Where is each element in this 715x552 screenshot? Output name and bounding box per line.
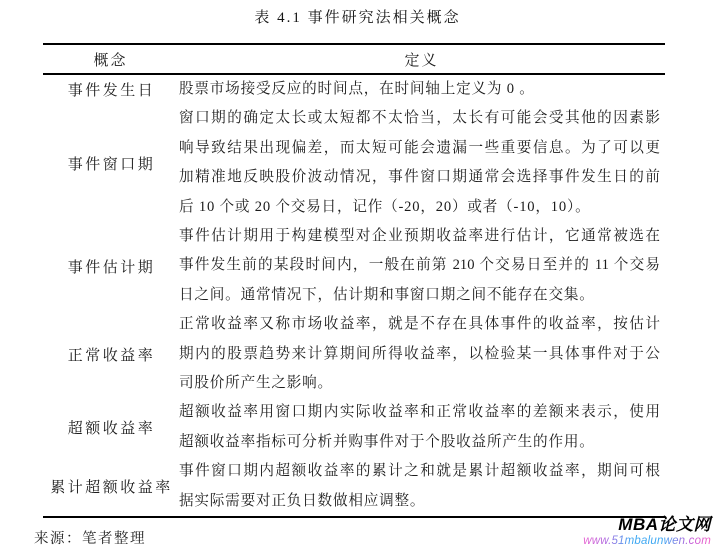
definition-line: 正常收益率又称市场收益率，就是不存在具体事件的收益率，按估计 [179, 316, 660, 333]
definition-line: 据实际需要对正负日数做相应调整。 [179, 492, 426, 509]
definition-line: 超额收益率用窗口期内实际收益率和正常收益率的差额来表示，使用 [179, 404, 660, 421]
definition-line: 超额收益率指标可分析并购事件对于个股收益所产生的作用。 [179, 433, 595, 450]
definition-line: 响导致结果出现偏差，而太短可能会遗漏一些重要信息。为了可以更 [179, 139, 660, 156]
table-row [43, 104, 665, 222]
watermark [583, 516, 711, 547]
table-title: 表 4.1 事件研究法相关概念 [254, 10, 461, 26]
definition-cell [178, 310, 665, 398]
concept-cell: 累计超额收益率 [50, 480, 173, 497]
definition-cell [178, 75, 665, 104]
definition-cell [178, 457, 665, 516]
table-header-row [43, 45, 665, 75]
table-row [43, 398, 665, 457]
concept-cell: 事件发生日 [67, 83, 156, 100]
definition-line: 期内的股票趋势来计算期间所得收益率，以检验某一具体事件对于公 [179, 345, 660, 362]
definition-line: 事件估计期用于构建模型对企业预期收益率进行估计，它通常被选在 [179, 228, 660, 245]
definition-line: 股票市场接受反应的时间点，在时间轴上定义为 0 。 [179, 81, 535, 97]
header-cell-concept: 概念 [93, 52, 128, 69]
table-row [43, 457, 665, 516]
watermark-brand-logo: MBA论文网 [618, 515, 711, 534]
definition-line: 事件窗口期内超额收益率的累计之和就是累计超额收益率，期间可根 [179, 463, 660, 480]
concept-definition-table [43, 43, 665, 518]
definition-line: 司股价所产生之影响。 [179, 375, 333, 392]
definition-line: 事件发生前的某段时间内，一般在前第 210 个交易日至并的 11 个交易 [179, 257, 660, 274]
table-row [43, 75, 665, 104]
definition-line: 加精准地反映股价波动情况，事件窗口期通常会选择事件发生日的前 [179, 169, 660, 186]
concept-cell: 事件估计期 [67, 259, 156, 276]
concept-cell: 超额收益率 [67, 421, 156, 438]
definition-cell [178, 398, 665, 457]
definition-line: 后 10 个或 20 个交易日，记作（-20，20）或者（-10，10）。 [179, 198, 591, 215]
definition-line: 窗口期的确定太长或太短都不太恰当，太长有可能会受其他的因素影 [179, 110, 660, 127]
table-row [43, 310, 665, 398]
concept-cell: 事件窗口期 [67, 156, 156, 173]
definition-cell [178, 104, 665, 222]
watermark-url: www.51mbalunwen.com [583, 534, 711, 547]
table-row [43, 222, 665, 310]
header-cell-definition: 定义 [404, 52, 439, 69]
source-note: 来源：笔者整理 [34, 531, 146, 547]
definition-line: 日之间。通常情况下，估计期和事窗口期之间不能存在交集。 [179, 286, 595, 303]
definition-cell [178, 222, 665, 310]
concept-cell: 正常收益率 [67, 347, 156, 364]
